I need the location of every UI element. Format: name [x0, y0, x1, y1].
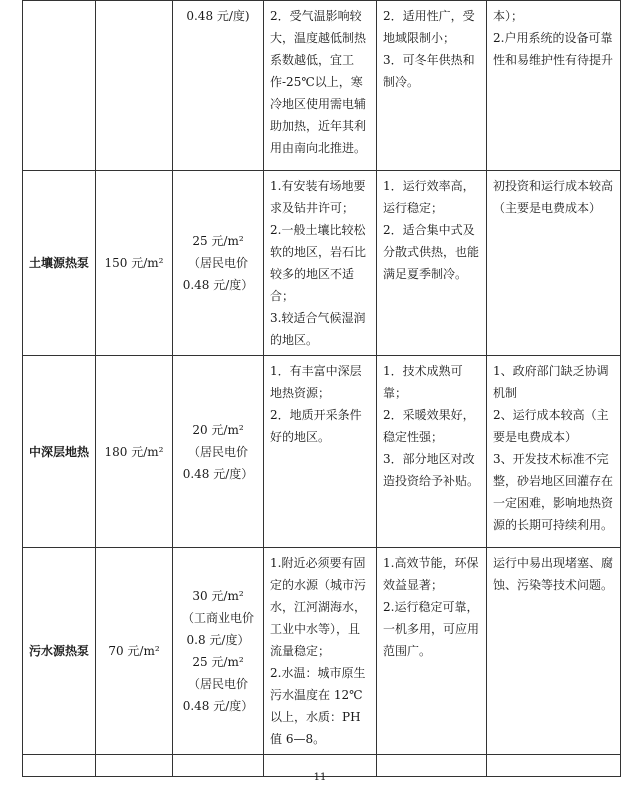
advantage-item: 1．技术成熟可靠；: [383, 364, 463, 400]
page-number: 11: [313, 772, 327, 783]
operating-cost: [173, 356, 264, 548]
technology-name: 中深层地热: [23, 356, 96, 548]
operating-cost-line: （工商业电价: [181, 611, 254, 625]
issues-cell: [487, 171, 621, 356]
technology-name: 污水源热泵: [23, 548, 96, 755]
operating-cost: [173, 548, 264, 755]
operating-cost-line: 0.48 元/度）: [182, 278, 254, 292]
operating-cost-line: 25 元/m²: [192, 655, 244, 669]
condition-item: 2．受气温影响较大，温度越低制热系数越低，宜工作-25℃以上，寒冷地区使用需电辅助加热，近年其利用由南向北推进。: [270, 9, 367, 155]
issue-item: 1、政府部门缺乏协调机制: [493, 364, 609, 400]
issue-item: 运行中易出现堵塞、腐蚀、污染等技术问题。: [493, 556, 614, 592]
table-row: [23, 1, 621, 171]
condition-item: 1.有安装有场地要求及钻井许可；: [270, 179, 366, 215]
technology-name: [23, 1, 96, 171]
table-row: [23, 356, 621, 548]
condition-item: 2.一般土壤比较松软的地区，岩石比较多的地区不适合；: [270, 223, 367, 303]
advantages-cell: [377, 356, 487, 548]
operating-cost-line: 0.48 元/度）: [182, 466, 254, 481]
advantage-item: 1.高效节能，环保效益显著；: [383, 556, 479, 592]
investment-cost: [96, 1, 173, 171]
issues-cell: [487, 356, 621, 548]
operating-cost-line: 0.48 元/度）: [182, 699, 254, 713]
issue-item: 2.户用系统的设备可靠性和易维护性有待提升: [493, 31, 614, 67]
table-row: [23, 548, 621, 755]
operating-cost-line: 0.48 元/度): [186, 9, 250, 23]
conditions-cell: [264, 548, 377, 755]
issue-item: 初投资和运行成本较高（主要是电费成本）: [493, 179, 614, 215]
condition-item: 3.较适合气候湿润的地区。: [270, 311, 366, 347]
operating-cost-line: 25 元/m²: [192, 234, 244, 248]
condition-item: 1.附近必须要有固定的水源（城市污水，江河湖海水，工业中水等），且流量稳定；: [270, 556, 367, 658]
table-row: [23, 171, 621, 356]
operating-cost: [173, 1, 264, 171]
issue-item: 3、开发技术标准不完整，砂岩地区回灌存在一定困难，影响地热资源的长期可持续利用。: [493, 452, 614, 532]
advantage-item: 3．可冬年供热和制冷。: [383, 53, 475, 89]
conditions-cell: [264, 171, 377, 356]
operating-cost: [173, 171, 264, 356]
advantage-item: 2．适合集中式及分散式供热，也能满足夏季制冷。: [383, 223, 480, 281]
operating-cost-line: 20 元/m²: [192, 422, 244, 437]
condition-item: 2．地质开采条件好的地区。: [270, 408, 362, 444]
operating-cost-line: （居民电价: [187, 444, 248, 459]
investment-cost: 70 元/m²: [96, 548, 173, 755]
technology-name: 土壤源热泵: [23, 171, 96, 356]
conditions-cell: [264, 356, 377, 548]
operating-cost-line: （居民电价: [187, 256, 248, 270]
issues-cell: [487, 548, 621, 755]
investment-cost: 180 元/m²: [96, 356, 173, 548]
condition-item: 2.水温：城市原生污水温度在 12℃以上，水质：PH 值 6—8。: [270, 666, 366, 746]
issue-item: 2、运行成本较高（主要是电费成本）: [493, 408, 609, 444]
operating-cost-line: 0.8 元/度）: [186, 633, 250, 647]
advantage-item: 1．运行效率高，运行稳定；: [383, 179, 475, 215]
investment-cost: 150 元/m²: [96, 171, 173, 356]
advantages-cell: [377, 548, 487, 755]
conditions-cell: [264, 1, 377, 171]
advantage-item: 2．适用性广，受地域限制小；: [383, 9, 475, 45]
advantage-item: 2.运行稳定可靠，一机多用，可应用范围广。: [383, 600, 480, 658]
advantages-cell: [377, 1, 487, 171]
advantages-cell: [377, 171, 487, 356]
issues-cell: [487, 1, 621, 171]
heating-comparison-table: [22, 0, 621, 777]
advantage-item: 2．采暖效果好，稳定性强；: [383, 408, 475, 444]
issue-item: 本）；: [493, 9, 524, 23]
operating-cost-line: 30 元/m²: [192, 589, 244, 603]
condition-item: 1．有丰富中深层地热资源；: [270, 364, 362, 400]
operating-cost-line: （居民电价: [187, 677, 248, 691]
advantage-item: 3．部分地区对改造投资给予补贴。: [383, 452, 480, 488]
